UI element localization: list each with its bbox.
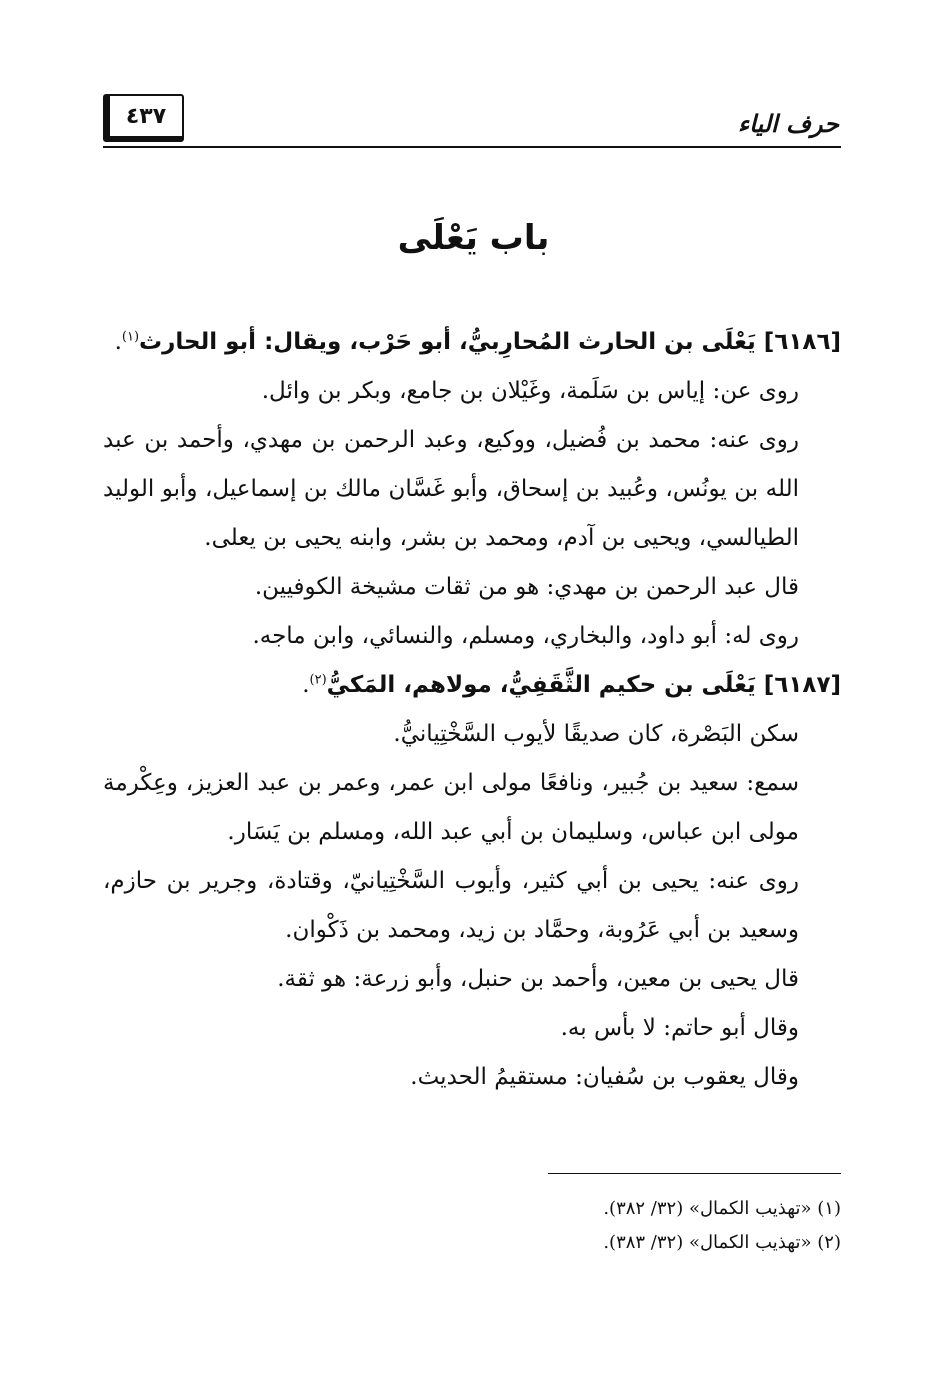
entry-heading-text: [٦١٨٦] يَعْلَى بن الحارث المُحارِبيُّ، أبو حَرْب، ويقال: أبو الحارث: [139, 329, 841, 355]
footnotes: [141, 1192, 841, 1260]
paragraph: روى عن: إياس بن سَلَمة، وغَيْلان بن جامع، وبكر بن وائل.: [261, 378, 799, 404]
entry-heading: [٦١٨٦] يَعْلَى بن الحارث المُحارِبيُّ، أبو حَرْب، ويقال: أبو الحارث$^{(١)}$.: [114, 329, 841, 355]
footnote: (٢) «تهذيب الكمال» (٣٢/ ٣٨٣).: [603, 1232, 841, 1253]
entry-heading-text: [٦١٨٧] يَعْلَى بن حكيم الثَّقَفِيُّ، مولاهم، المَكيُّ: [326, 672, 841, 698]
paragraph: سمع: سعيد بن جُبير، ونافعًا مولى ابن عمر، وعمر بن عبد العزيز، وعِكْرمة مولى ابن عباس، وسليمان بن أبي عبد الله، ومسلم بن يَسَار.: [103, 770, 799, 845]
paragraph: وقال أبو حاتم: لا بأس به.: [560, 1015, 799, 1041]
chapter-title: باب يَعْلَى: [397, 218, 550, 258]
entry-heading: [٦١٨٧] يَعْلَى بن حكيم الثَّقَفِيُّ، مولاهم، المَكيُّ$^{(٢)}$.: [302, 672, 841, 698]
header-rule: [103, 146, 841, 148]
page-number: [103, 94, 184, 142]
footnote-rule: [548, 1173, 841, 1174]
footnote-ref: (٢): [309, 672, 327, 688]
paragraph: قال يحيى بن معين، وأحمد بن حنبل، وأبو زرعة: هو ثقة.: [277, 966, 799, 992]
paragraph: روى عنه: يحيى بن أبي كثير، وأيوب السَّخْتِيانيّ، وقتادة، وجرير بن حازم، وسعيد بن أبي عَرُوبة، وحمَّاد بن زيد، ومحمد بن ذَكْوان.: [103, 868, 799, 943]
running-head: حرف الياء: [737, 110, 839, 138]
footnote-ref: (١): [121, 329, 140, 345]
paragraph: روى عنه: محمد بن فُضيل، ووكيع، وعبد الرحمن بن مهدي، وأحمد بن عبد الله بن يونُس، وعُبيد بن إسحاق، وأبو غَسَّان مالك بن إسماعيل، وأبو الوليد الطيالسي، ويحيى بن آدم، ومحمد بن بشر، وابنه يحيى بن يعلى.: [103, 427, 799, 551]
paragraph: روى له: أبو داود، والبخاري، ومسلم، والنسائي، وابن ماجه.: [252, 623, 799, 649]
paragraph: قال عبد الرحمن بن مهدي: هو من ثقات مشيخة الكوفيين.: [254, 574, 799, 600]
paragraph: سكن البَصْرة، كان صديقًا لأيوب السَّخْتِيانيُّ.: [393, 721, 799, 747]
main-text: [103, 318, 841, 1102]
paragraph: وقال يعقوب بن سُفيان: مستقيمُ الحديث.: [410, 1064, 799, 1090]
footnote: (١) «تهذيب الكمال» (٣٢/ ٣٨٢).: [603, 1198, 841, 1219]
page-number-text: ٤٣٧: [125, 103, 167, 129]
